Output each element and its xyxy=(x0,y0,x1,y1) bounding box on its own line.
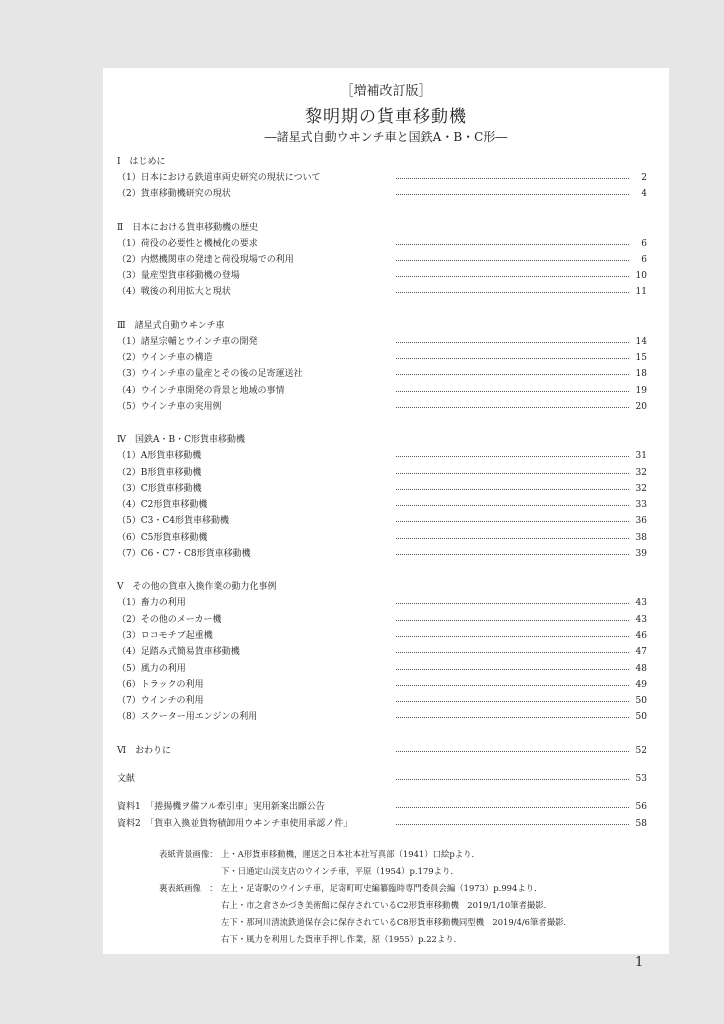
credit-line xyxy=(159,897,572,914)
dot-leader xyxy=(396,652,629,653)
toc-entry[interactable] xyxy=(117,268,647,284)
back-credit-label: 裏表紙画像 ： xyxy=(159,883,218,893)
dot-leader xyxy=(396,685,629,686)
toc-entry[interactable] xyxy=(117,334,647,350)
toc-entry[interactable] xyxy=(117,595,647,611)
credit-line xyxy=(159,914,572,931)
dot-leader xyxy=(396,620,629,621)
toc-entry-page: 46 xyxy=(635,630,647,641)
toc-entry-references[interactable] xyxy=(117,771,647,787)
toc-entry[interactable] xyxy=(117,628,647,644)
dot-leader xyxy=(396,717,629,718)
dot-leader xyxy=(396,505,629,506)
toc-entry[interactable] xyxy=(117,448,647,464)
toc-entry-label: 文献 xyxy=(117,774,136,785)
dot-leader xyxy=(396,473,629,474)
toc-entry[interactable] xyxy=(117,284,647,300)
toc-entry-closing[interactable] xyxy=(117,743,647,759)
dot-leader xyxy=(396,342,629,343)
toc-entry[interactable] xyxy=(117,399,647,415)
toc-entry-label: （4）戦後の利用拡大と現状 xyxy=(117,287,231,298)
toc-entry-label: （8）スクーター用エンジンの利用 xyxy=(117,712,258,723)
toc-entry[interactable] xyxy=(117,693,647,709)
toc-entry-label: （1）A形貨車移動機 xyxy=(117,451,202,462)
toc-entry-page: 32 xyxy=(635,467,647,478)
toc-entry-page: 15 xyxy=(635,353,647,364)
toc-entry-label: （1）諸星宗輔とウインチ車の開発 xyxy=(117,336,258,347)
toc-entry-label: （1）荷役の必要性と機械化の要求 xyxy=(117,238,258,249)
toc-entry[interactable] xyxy=(117,546,647,562)
dot-leader xyxy=(396,489,629,490)
credit-line xyxy=(159,931,572,948)
cover-credit-label: 表紙背景画像： xyxy=(159,849,218,859)
toc-entry-label: （3）ロコモチブ起重機 xyxy=(117,630,213,641)
toc-entry-page: 43 xyxy=(635,614,647,625)
toc-entry-label: （3）量産型貨車移動機の登場 xyxy=(117,271,240,282)
toc-entry[interactable] xyxy=(117,465,647,481)
credit-text: 右上・市之倉さかづき美術館に保存されているC2形貨車移動機 2019/1/10筆者撮影． xyxy=(221,900,553,910)
toc-entry-page: 19 xyxy=(635,385,647,396)
edition-label: ［増補改訂版］ xyxy=(340,84,432,99)
credit-text: 左上・足寄駅のウインチ車，足寄町町史編纂臨時専門委員会編（1973）p.994より． xyxy=(221,883,543,893)
toc-entry-label: （2）ウインチ車の構造 xyxy=(117,353,213,364)
dot-leader xyxy=(396,751,629,752)
toc-entry-page: 32 xyxy=(635,483,647,494)
toc-entry-page: 36 xyxy=(635,516,647,527)
dot-leader xyxy=(396,178,629,179)
toc-entry-label: （4）C2形貨車移動機 xyxy=(117,500,208,511)
toc-entry[interactable] xyxy=(117,530,647,546)
toc-entry-label: 資料1 「捲揚機ヲ備フル牽引車」実用新案出願公告 xyxy=(117,802,325,813)
toc-entry-label: （5）ウインチ車の実用例 xyxy=(117,401,222,412)
toc-entry-page: 33 xyxy=(635,500,647,511)
toc-entry[interactable] xyxy=(117,709,647,725)
toc-entry-page: 56 xyxy=(635,802,647,813)
page-title: 黎明期の貨車移動機 xyxy=(305,107,467,127)
toc-entry-page: 20 xyxy=(635,401,647,412)
toc-entry[interactable] xyxy=(117,366,647,382)
toc-entry[interactable] xyxy=(117,252,647,268)
credit-line xyxy=(159,880,572,897)
credit-text: 下・日通定山渓支店のウインチ車，平原（1954）p.179より． xyxy=(221,866,459,876)
toc-entry[interactable] xyxy=(117,481,647,497)
toc-entry-page: 43 xyxy=(635,598,647,609)
dot-leader xyxy=(396,636,629,637)
dot-leader xyxy=(396,391,629,392)
toc-entry-page: 47 xyxy=(635,647,647,658)
toc-entry-appendix[interactable] xyxy=(117,816,647,832)
toc-entry-page: 50 xyxy=(635,696,647,707)
chapter-heading: Ⅳ 国鉄A・B・C形貨車移動機 xyxy=(117,435,245,446)
toc-entry[interactable] xyxy=(117,186,647,202)
image-credits xyxy=(159,846,572,948)
dot-leader xyxy=(396,374,629,375)
dot-leader xyxy=(396,358,629,359)
toc-entry[interactable] xyxy=(117,513,647,529)
credit-text: 上・A形貨車移動機，運送之日本社本社写真部（1941）口絵pより． xyxy=(221,849,480,859)
dot-leader xyxy=(396,538,629,539)
toc-entry-page: 52 xyxy=(635,745,647,756)
dot-leader xyxy=(396,807,629,808)
toc-entry-label: （6）C5形貨車移動機 xyxy=(117,532,208,543)
toc-entry-page: 48 xyxy=(635,663,647,674)
dot-leader xyxy=(396,292,629,293)
toc-entry-label: （4）ウインチ車開発の背景と地域の事情 xyxy=(117,385,285,396)
toc-entry-label: （3）ウインチ車の量産とその後の足寄運送社 xyxy=(117,369,303,380)
dot-leader xyxy=(396,260,629,261)
toc-entry-label: （6）トラックの利用 xyxy=(117,679,204,690)
toc-entry-label: Ⅵ おわりに xyxy=(117,745,172,756)
dot-leader xyxy=(396,521,629,522)
dot-leader xyxy=(396,779,629,780)
toc-entry-page: 31 xyxy=(635,451,647,462)
toc-entry[interactable] xyxy=(117,350,647,366)
toc-entry-page: 49 xyxy=(635,679,647,690)
dot-leader xyxy=(396,669,629,670)
dot-leader xyxy=(396,554,629,555)
toc-entry-label: （1）日本における鉄道車両史研究の現状について xyxy=(117,173,321,183)
toc-entry-page: 58 xyxy=(635,818,647,829)
toc-entry[interactable] xyxy=(117,236,647,252)
toc-entry-page: 50 xyxy=(635,712,647,723)
toc-entry[interactable] xyxy=(117,383,647,399)
dot-leader xyxy=(396,701,629,702)
toc-entry-label: （5）C3・C4形貨車移動機 xyxy=(117,516,229,527)
chapter-heading: Ⅲ 諸星式自動ウヰンチ車 xyxy=(117,320,225,331)
toc-entry-page: 18 xyxy=(635,369,647,380)
toc-entry[interactable] xyxy=(117,644,647,660)
dot-leader xyxy=(396,824,629,825)
dot-leader xyxy=(396,244,629,245)
credit-line xyxy=(159,846,572,863)
toc-entry-label: （2）貨車移動機研究の現状 xyxy=(117,189,231,200)
toc-entry-label: （7）C6・C7・C8形貨車移動機 xyxy=(117,549,251,560)
toc-entry-page: 11 xyxy=(635,287,647,298)
toc-entry[interactable] xyxy=(117,612,647,628)
dot-leader xyxy=(396,407,629,408)
toc-entry-page: 38 xyxy=(635,532,647,543)
dot-leader xyxy=(396,276,629,277)
toc-entry-page: 10 xyxy=(635,271,647,282)
toc-entry-label: （5）風力の利用 xyxy=(117,663,186,674)
toc-entry-page: 53 xyxy=(635,774,647,785)
toc-entry-page: 6 xyxy=(641,254,647,265)
dot-leader xyxy=(396,456,629,457)
document-page xyxy=(103,68,669,954)
toc-entry-label: （2）内燃機関車の発達と荷役現場での利用 xyxy=(117,254,294,265)
toc-entry-page: 39 xyxy=(635,549,647,560)
toc-entry[interactable] xyxy=(117,497,647,513)
toc-entry-label: （3）C形貨車移動機 xyxy=(117,483,202,494)
toc-entry-label: （4）足踏み式簡易貨車移動機 xyxy=(117,647,240,658)
credit-line xyxy=(159,863,572,880)
toc-entry-label: 資料2 「貨車入換並貨物積卸用ウヰンチ車使用承認ノ件」 xyxy=(117,818,353,829)
toc-entry[interactable] xyxy=(117,677,647,693)
toc-entry-page: 2 xyxy=(641,173,647,183)
toc-entry-label: （1）畜力の利用 xyxy=(117,598,186,609)
toc-entry[interactable] xyxy=(117,170,647,186)
toc-entry-page: 14 xyxy=(635,336,647,347)
chapter-heading: Ⅰ はじめに xyxy=(117,157,166,167)
toc-entry-page: 6 xyxy=(641,238,647,249)
page-subtitle: ―諸星式自動ウヰンチ車と国鉄A・B・C形― xyxy=(264,130,508,144)
table-of-contents xyxy=(117,154,647,832)
chapter-heading: Ⅴ その他の貨車入換作業の動力化事例 xyxy=(117,582,277,593)
page-number: 1 xyxy=(635,955,644,970)
chapter-heading: Ⅱ 日本における貨車移動機の歴史 xyxy=(117,222,259,233)
credit-text: 左下・那珂川清流鉄道保存会に保存されているC8形貨車移動機同型機 2019/4/6筆者撮影． xyxy=(221,917,572,927)
toc-entry-appendix[interactable] xyxy=(117,799,647,815)
toc-entry-label: （7）ウインチの利用 xyxy=(117,696,204,707)
toc-entry-label: （2）B形貨車移動機 xyxy=(117,467,202,478)
toc-entry-label: （2）その他のメーカー機 xyxy=(117,614,222,625)
dot-leader xyxy=(396,603,629,604)
toc-entry-page: 4 xyxy=(641,189,647,200)
credit-text: 右下・風力を利用した貨車手押し作業，原（1955）p.22より． xyxy=(221,934,462,944)
dot-leader xyxy=(396,194,629,195)
toc-entry[interactable] xyxy=(117,661,647,677)
